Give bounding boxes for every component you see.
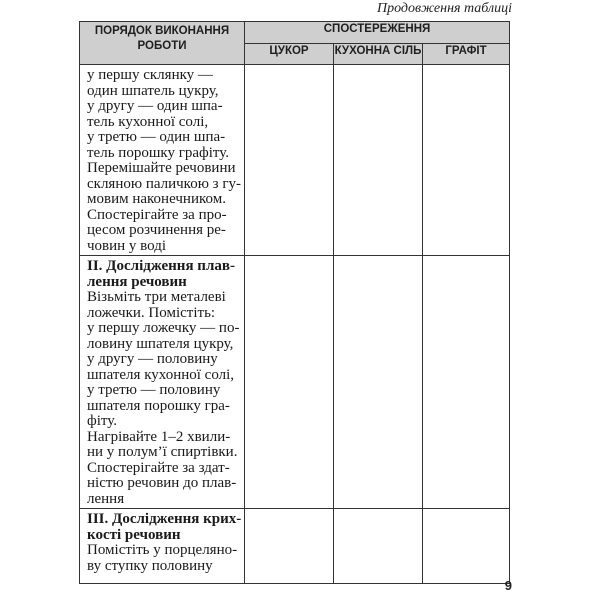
procedure-cell-dissolving <box>80 65 245 256</box>
procedure-line: шпателя кухонної солі, <box>87 366 235 383</box>
section-title-line: кості речовин <box>87 526 181 543</box>
page-number: 9 <box>504 578 512 593</box>
procedure-line: Нагрівайте 1–2 хвили- <box>87 428 231 445</box>
observation-cell-sugar[interactable] <box>245 509 334 584</box>
observations-header: СПОСТЕРЕЖЕННЯ <box>245 22 510 44</box>
procedure-line: Помістіть у порцеляно- <box>87 542 238 558</box>
observation-cell-salt[interactable] <box>334 65 423 256</box>
procedure-line: у другу — один шпа- <box>87 98 223 114</box>
procedure-line: один шпатель цукру, <box>87 82 219 99</box>
procedure-line: ністю речовин до плав- <box>87 475 237 491</box>
procedure-line: ни у полум’ї спиртівки. <box>87 444 238 460</box>
procedure-line: Спостерігайте за про- <box>87 206 227 223</box>
procedure-line: Спостерігайте за здат- <box>87 459 230 476</box>
procedure-line: мовим наконечником. <box>87 191 226 207</box>
observation-cell-graphite[interactable] <box>423 509 510 584</box>
procedure-line: скляною паличкою з гу- <box>87 175 241 192</box>
column-header-sugar: ЦУКОР <box>245 43 334 65</box>
procedure-line: фіту. <box>87 413 117 429</box>
section-title-line: III. Дослідження крих- <box>87 511 242 527</box>
continuation-note: Продовження таблиці <box>376 1 512 16</box>
section-title-line: II. Дослідження плав- <box>87 258 235 274</box>
procedure-line: човин у воді <box>87 237 167 254</box>
table-row <box>80 256 510 509</box>
procedure-line: тель порошку графіту. <box>87 144 229 161</box>
procedure-line: шпателя порошку гра- <box>87 397 230 414</box>
procedure-line: у третю — один шпа- <box>87 129 226 145</box>
procedure-line: у першу склянку — <box>87 67 213 83</box>
column-header-graphite: ГРАФІТ <box>423 43 510 65</box>
table-row <box>80 509 510 584</box>
procedure-line: у третю — половину <box>87 382 221 398</box>
procedure-line: ложечки. Помістіть: <box>87 304 216 321</box>
procedure-line: у першу ложечку — по- <box>87 320 240 336</box>
procedure-cell-melting <box>80 256 245 509</box>
procedure-cell-brittleness <box>80 509 245 584</box>
procedure-line: у другу — половину <box>87 351 218 367</box>
section-title-line: лення речовин <box>87 273 187 290</box>
column-header-salt: КУХОННА СІЛЬ <box>334 43 423 65</box>
procedure-line: цесом розчинення ре- <box>87 222 226 238</box>
observation-cell-graphite[interactable] <box>423 65 510 256</box>
procedure-line: ловину шпателя цукру, <box>87 335 234 352</box>
table-row <box>80 65 510 256</box>
procedure-header: ПОРЯДОК ВИКОНАННЯ РОБОТИ <box>80 22 245 65</box>
procedure-line: ву ступку половину <box>87 557 213 574</box>
observation-cell-salt[interactable] <box>334 256 423 509</box>
procedure-line: Візьміть три металеві <box>87 289 226 305</box>
observations-table <box>79 21 510 584</box>
observation-cell-sugar[interactable] <box>245 256 334 509</box>
observation-cell-graphite[interactable] <box>423 256 510 509</box>
procedure-line: Перемішайте речовини <box>87 160 236 176</box>
procedure-line: тель кухонної солі, <box>87 113 209 130</box>
observation-cell-sugar[interactable] <box>245 65 334 256</box>
observation-cell-salt[interactable] <box>334 509 423 584</box>
procedure-line: лення <box>87 490 125 507</box>
